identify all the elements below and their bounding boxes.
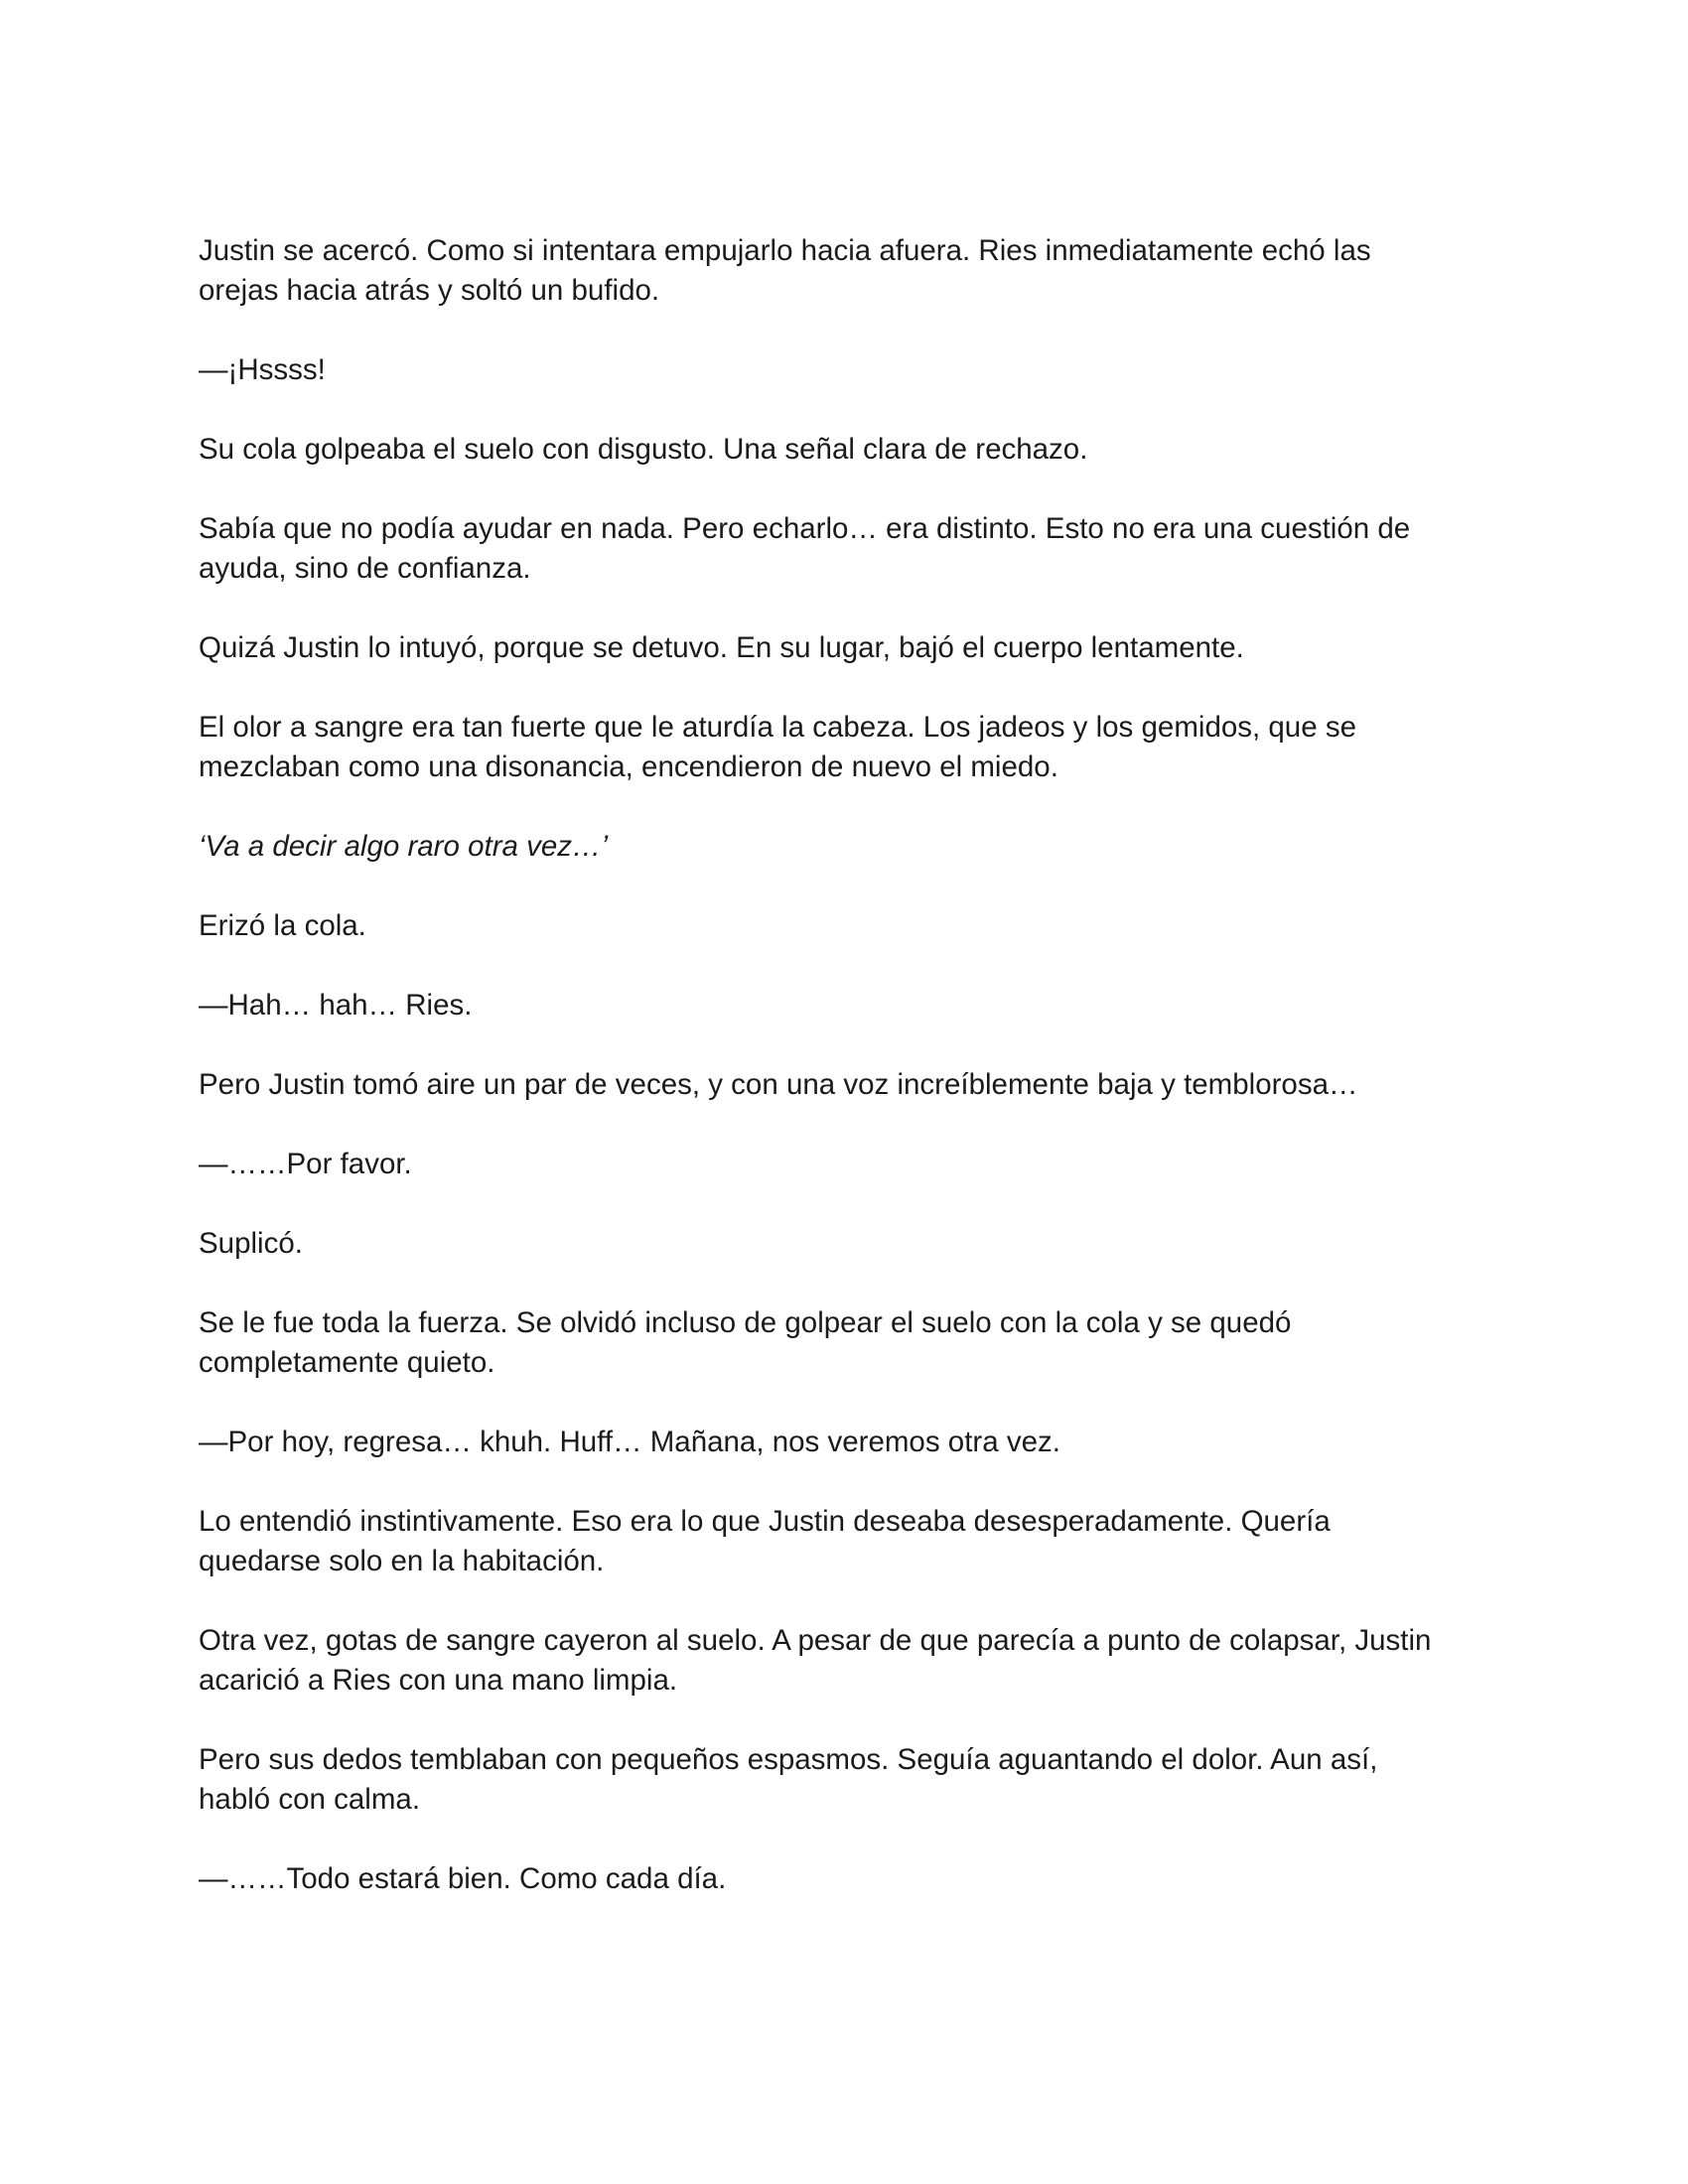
paragraph: El olor a sangre era tan fuerte que le aturdía la cabeza. Los jadeos y los gemidos, que se mezclaban como una disonancia, encendieron de nuevo el miedo. — [199, 711, 1356, 783]
paragraph: Suplicó. — [199, 1227, 303, 1260]
dialogue-line: —¡Hssss! — [199, 353, 326, 386]
dialogue-line: —Por hoy, regresa… khuh. Huff… Mañana, nos veremos otra vez. — [199, 1426, 1060, 1458]
paragraph: Pero sus dedos temblaban con pequeños espasmos. Seguía aguantando el dolor. Aun así, habló con calma. — [199, 1743, 1378, 1816]
inner-thought: ‘Va a decir algo raro otra vez…’ — [199, 830, 609, 863]
paragraph: Erizó la cola. — [199, 909, 366, 942]
paragraph: Quizá Justin lo intuyó, porque se detuvo. En su lugar, bajó el cuerpo lentamente. — [199, 631, 1244, 664]
paragraph: Pero Justin tomó aire un par de veces, y con una voz increíblemente baja y temblorosa… — [199, 1068, 1358, 1101]
paragraph: Lo entendió instintivamente. Eso era lo que Justin deseaba desesperadamente. Quería quedarse solo en la habitación. — [199, 1505, 1331, 1577]
dialogue-line: —……Todo estará bien. Como cada día. — [199, 1862, 727, 1895]
paragraph: Sabía que no podía ayudar en nada. Pero echarlo… era distinto. Esto no era una cuestión de ayuda, sino de confianza. — [199, 512, 1411, 585]
dialogue-line: —Hah… hah… Ries. — [199, 989, 473, 1022]
paragraph: Su cola golpeaba el suelo con disgusto. Una señal clara de rechazo. — [199, 433, 1088, 466]
paragraph: Se le fue toda la fuerza. Se olvidó incluso de golpear el suelo con la cola y se quedó completamente quieto. — [199, 1306, 1292, 1379]
paragraph: Justin se acercó. Como si intentara empujarlo hacia afuera. Ries inmediatamente echó las orejas hacia atrás y soltó un bufido. — [199, 234, 1371, 307]
paragraph: Otra vez, gotas de sangre cayeron al suelo. A pesar de que parecía a punto de colapsar, Justin acarició a Ries con una mano limpia. — [199, 1624, 1432, 1697]
document-body — [199, 231, 1489, 1939]
dialogue-line: —……Por favor. — [199, 1148, 412, 1180]
